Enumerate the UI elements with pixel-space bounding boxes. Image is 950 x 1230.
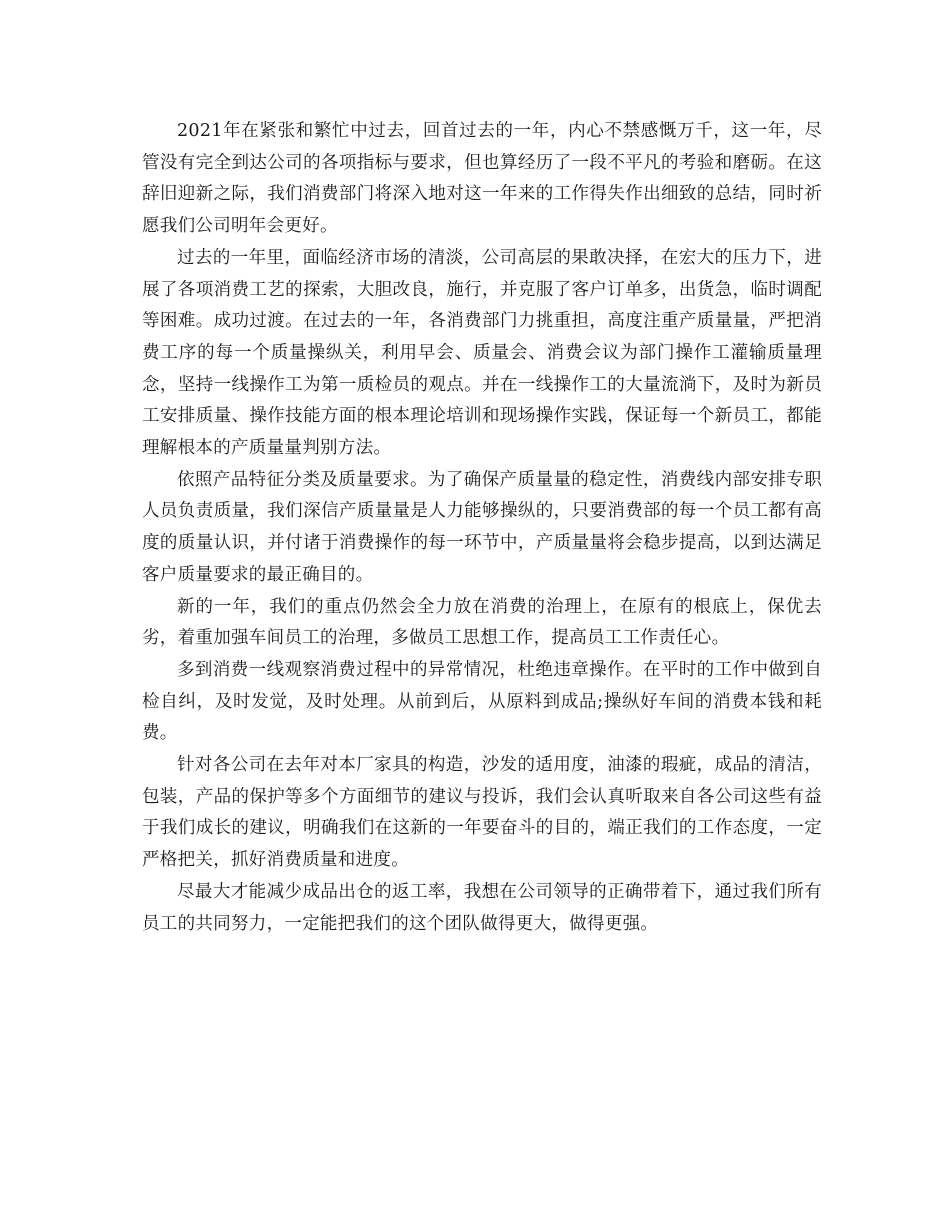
paragraph-1: 2021年在紧张和繁忙中过去，回首过去的一年，内心不禁感慨万千，这一年，尽管没有完全到达公司的各项指标与要求，但也算经历了一段不平凡的考验和磨砺。在这辞旧迎新之际，我们消费部门将深入地对这一年来的工作得失作出细致的总结，同时祈愿我们公司明年会更好。 xyxy=(142,121,822,237)
document-body xyxy=(142,116,822,940)
paragraph-3: 依照产品特征分类及质量要求。为了确保产质量量的稳定性，消费线内部安排专职人员负责质量，我们深信产质量量是人力能够操纵的，只要消费部的每一个员工都有高度的质量认识，并付诸于消费操作的每一环节中，产质量量将会稳步提高，以到达满足客户质量要求的最正确目的。 xyxy=(142,469,822,585)
paragraph-7: 尽最大才能减少成品出仓的返工率，我想在公司领导的正确带着下，通过我们所有员工的共同努力，一定能把我们的这个团队做得更大，做得更强。 xyxy=(142,881,822,934)
paragraph-5: 多到消费一线观察消费过程中的异常情况，杜绝违章操作。在平时的工作中做到自检自纠，及时发觉，及时处理。从前到后，从原料到成品;操纵好车间的消费本钱和耗费。 xyxy=(142,659,822,744)
paragraph-6: 针对各公司在去年对本厂家具的构造，沙发的适用度，油漆的瑕疵，成品的清洁，包装，产品的保护等多个方面细节的建议与投诉，我们会认真听取来自各公司这些有益于我们成长的建议，明确我们在这新的一年要奋斗的目的，端正我们的工作态度，一定严格把关，抓好消费质量和进度。 xyxy=(142,755,822,871)
paragraph-4: 新的一年，我们的重点仍然会全力放在消费的治理上，在原有的根底上，保优去劣，着重加强车间员工的治理，多做员工思想工作，提高员工工作责任心。 xyxy=(142,596,822,649)
paragraph-2: 过去的一年里，面临经济市场的清淡，公司高层的果敢决择，在宏大的压力下，进展了各项消费工艺的探索，大胆改良，施行，并克服了客户订单多，出货急，临时调配等困难。成功过渡。在过去的一年，各消费部门力挑重担，高度注重产质量量，严把消费工序的每一个质量操纵关，利用早会、质量会、消费会议为部门操作工灌输质量理念，坚持一线操作工为第一质检员的观点。并在一线操作工的大量流淌下，及时为新员工安排质量、操作技能方面的根本理论培训和现场操作实践，保证每一个新员工，都能理解根本的产质量量判别方法。 xyxy=(142,247,822,459)
